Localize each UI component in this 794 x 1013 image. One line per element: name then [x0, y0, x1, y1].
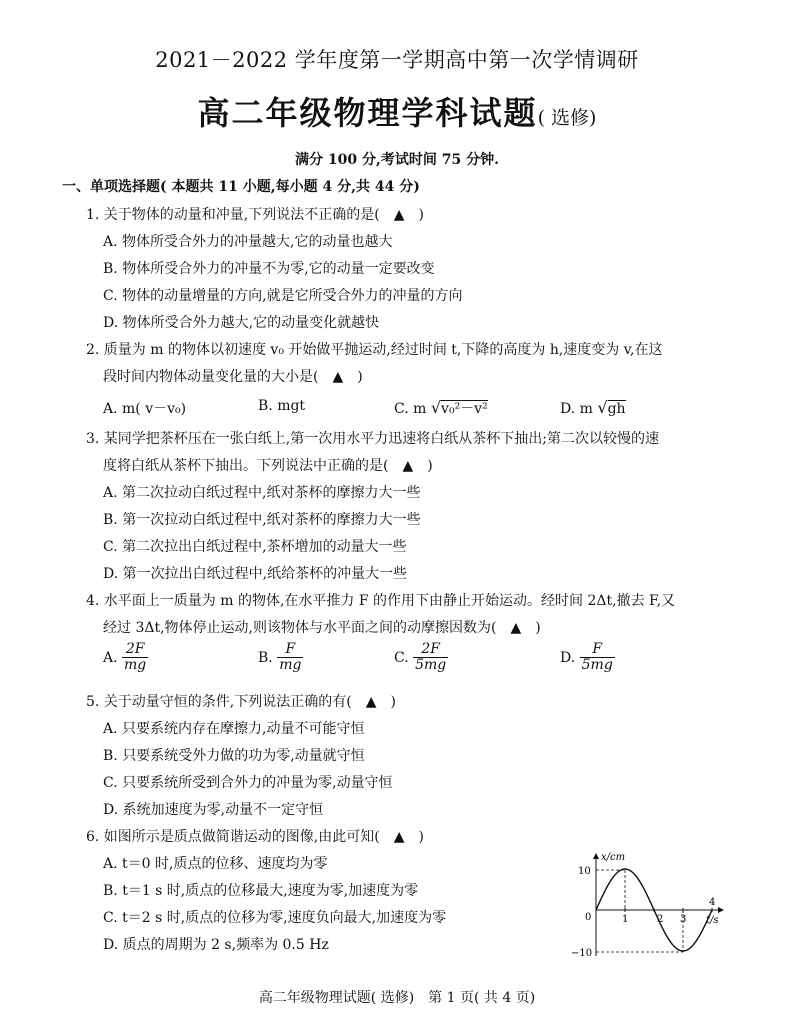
q1-option-c: C. 物体的动量增量的方向,就是它所受合外力的冲量的方向 [103, 288, 463, 304]
q1-option-d: D. 物体所受合外力越大,它的动量变化就越快 [103, 315, 380, 331]
year-title: 2021－2022 学年度第一学期高中第一次学情调研 [155, 48, 639, 72]
shm-graph [568, 848, 728, 963]
q5-stem: 5. 关于动量守恒的条件,下列说法正确的有( ▲ ) [86, 694, 396, 710]
q4-stem-cont: 经过 3Δt,物体停止运动,则该物体与水平面之间的动摩擦因数为( ▲ ) [103, 620, 541, 636]
q4-option-b [258, 642, 303, 674]
main-title-subtitle: ( 选修) [537, 107, 597, 129]
q1-option-a: A. 物体所受合外力的冲量越大,它的动量也越大 [103, 234, 393, 250]
q3-stem-cont: 度将白纸从茶杯下抽出。下列说法中正确的是( ▲ ) [103, 458, 433, 474]
q2-stem-cont: 段时间内物体动量变化量的大小是( ▲ ) [103, 369, 363, 385]
q4-option-b-label: B. [258, 649, 273, 666]
q2-option-b: B. mgt [258, 398, 306, 414]
q2-option-c-radicand: v₀²－v² [441, 401, 488, 417]
q4-option-d-fraction [580, 642, 615, 674]
q2-stem: 2. 质量为 m 的物体以初速度 v₀ 开始做平抛运动,经过时间 t,下降的高度为 h,速度变为 v,在这 [86, 342, 663, 358]
q6-stem: 6. 如图所示是质点做简谐运动的图像,由此可知( ▲ ) [86, 829, 424, 845]
main-title [0, 88, 794, 134]
q6-option-a: A. t＝0 时,质点的位移、速度均为零 [103, 856, 328, 872]
q5-option-a: A. 只要系统内存在摩擦力,动量不可能守恒 [103, 721, 365, 737]
x-tick-label-3: 3 [680, 914, 687, 925]
q4-option-c-numerator: 2F [413, 642, 448, 658]
q3-option-b: B. 第一次拉动白纸过程中,纸对茶杯的摩擦力大一些 [103, 512, 421, 528]
q2-option-d [560, 398, 626, 417]
q4-option-b-numerator: F [277, 642, 303, 658]
main-title-text: 高二年级物理学科试题 [197, 94, 538, 132]
q1-stem: 1. 关于物体的动量和冲量,下列说法不正确的是( ▲ ) [86, 207, 424, 223]
sqrt-icon: √ [430, 398, 442, 417]
y-tick-top: 10 [578, 866, 591, 877]
q2-option-a: A. m( v－v₀) [103, 401, 187, 417]
q2-option-d-prefix: D. m [560, 401, 593, 417]
q4-option-b-denominator: mg [279, 657, 302, 674]
q4-stem: 4. 水平面上一质量为 m 的物体,在水平推力 F 的作用下由静止开始运动。经时间 2Δt,撤去 F,又 [86, 593, 676, 609]
q5-option-d: D. 系统加速度为零,动量不一定守恒 [103, 802, 324, 818]
x-tick-label-1: 1 [622, 914, 629, 925]
y-tick-bottom: −10 [571, 948, 593, 959]
q3-option-a: A. 第二次拉动白纸过程中,纸对茶杯的摩擦力大一些 [103, 485, 421, 501]
q4-option-c [394, 642, 448, 674]
q6-option-c: C. t＝2 s 时,质点的位移为零,速度负向最大,加速度为零 [103, 910, 447, 926]
q6-option-d: D. 质点的周期为 2 s,频率为 0.5 Hz [103, 937, 329, 953]
q4-option-c-denominator: 5mg [415, 657, 447, 674]
q6-option-b: B. t＝1 s 时,质点的位移最大,速度为零,加速度为零 [103, 883, 419, 899]
x-axis-label: t/s [706, 915, 719, 926]
q4-option-a-fraction [122, 642, 148, 674]
q3-stem: 3. 某同学把茶杯压在一张白纸上,第一次用水平力迅速将白纸从茶杯下抽出;第二次以较慢的速 [86, 431, 659, 447]
q4-option-b-fraction [277, 642, 303, 674]
q2-option-c [394, 398, 488, 418]
q1-option-b: B. 物体所受合外力的冲量不为零,它的动量一定要改变 [103, 261, 435, 277]
page-footer: 高二年级物理试题( 选修) 第 1 页( 共 4 页) [258, 990, 536, 1006]
x-tick-label-2: 2 [657, 914, 664, 925]
q3-option-d: D. 第一次拉出白纸过程中,纸给茶杯的冲量大一些 [103, 566, 408, 582]
q2-option-d-radicand: gh [607, 401, 626, 417]
q4-option-d-numerator: F [580, 642, 615, 658]
q5-option-b: B. 只要系统受外力做的功为零,动量就守恒 [103, 748, 365, 764]
sqrt-icon: √ [597, 398, 608, 417]
q4-option-c-fraction [413, 642, 448, 674]
q4-options [103, 642, 743, 684]
x-tick-label-4: 4 [709, 897, 716, 908]
q4-option-a-label: A. [103, 649, 118, 666]
q4-option-c-label: C. [394, 649, 409, 666]
q4-option-a-numerator: 2F [122, 642, 148, 658]
q4-option-d [560, 642, 615, 674]
q4-option-a-denominator: mg [124, 657, 147, 674]
q2-option-c-prefix: C. m [394, 401, 427, 417]
score-line: 满分 100 分,考试时间 75 分钟. [295, 152, 499, 168]
q2-options [103, 398, 743, 418]
q4-option-d-label: D. [560, 649, 576, 666]
y-axis-label: x/cm [601, 852, 626, 863]
origin-label: 0 [585, 912, 592, 923]
section-heading: 一、单项选择题( 本题共 11 小题,每小题 4 分,共 44 分) [62, 179, 420, 195]
q5-option-c: C. 只要系统所受到合外力的冲量为零,动量守恒 [103, 775, 393, 791]
q4-option-a [103, 642, 148, 674]
q4-option-d-denominator: 5mg [581, 657, 613, 674]
q3-option-c: C. 第二次拉出白纸过程中,茶杯增加的动量大一些 [103, 539, 407, 555]
